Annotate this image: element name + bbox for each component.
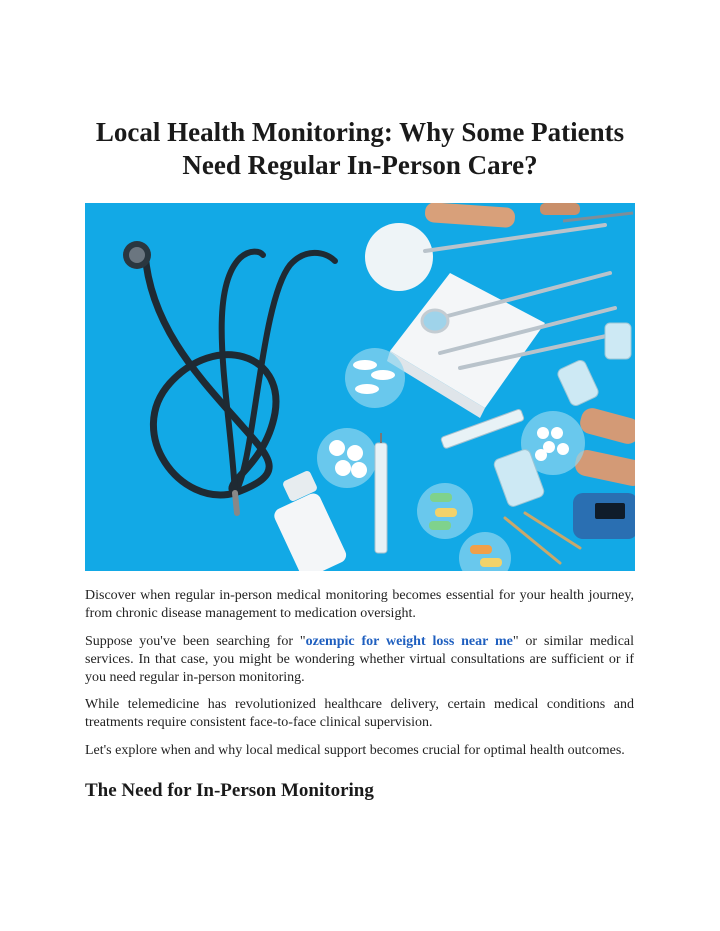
- section-heading: The Need for In-Person Monitoring: [85, 780, 374, 801]
- telemedicine-paragraph: While telemedicine has revolutionized healthcare delivery, certain medical conditions and treatments require consistent face-to-face clinical supervision.: [85, 697, 634, 730]
- intro-paragraph: Discover when regular in-person medical monitoring becomes essential for your health journey, from chronic disease management to medication oversight.: [85, 588, 634, 621]
- page-title: [70, 116, 650, 182]
- search-context-paragraph: [85, 633, 634, 687]
- dental-mirror-icon: [422, 310, 448, 332]
- cotton-pad-icon: [365, 223, 433, 291]
- paragraph-text-before: Suppose you've been searching for ": [85, 634, 306, 649]
- pulse-oximeter-icon: [573, 493, 635, 539]
- title-line-1: Local Health Monitoring: Why Some Patients: [95, 117, 625, 147]
- medical-supplies-illustration: [85, 203, 635, 571]
- ozempic-link[interactable]: ozempic for weight loss near me: [305, 634, 513, 649]
- paragraph-text-after: " or similar medical services. In that case, you might be wondering whether virtual consultations are sufficient or if you need regular in-person monitoring.: [85, 634, 635, 685]
- hero-image-medical-supplies: [85, 203, 635, 571]
- title-line-2: Need Regular In-Person Care?: [182, 150, 538, 180]
- explore-paragraph: Let's explore when and why local medical support becomes crucial for optimal health outcomes.: [85, 743, 625, 758]
